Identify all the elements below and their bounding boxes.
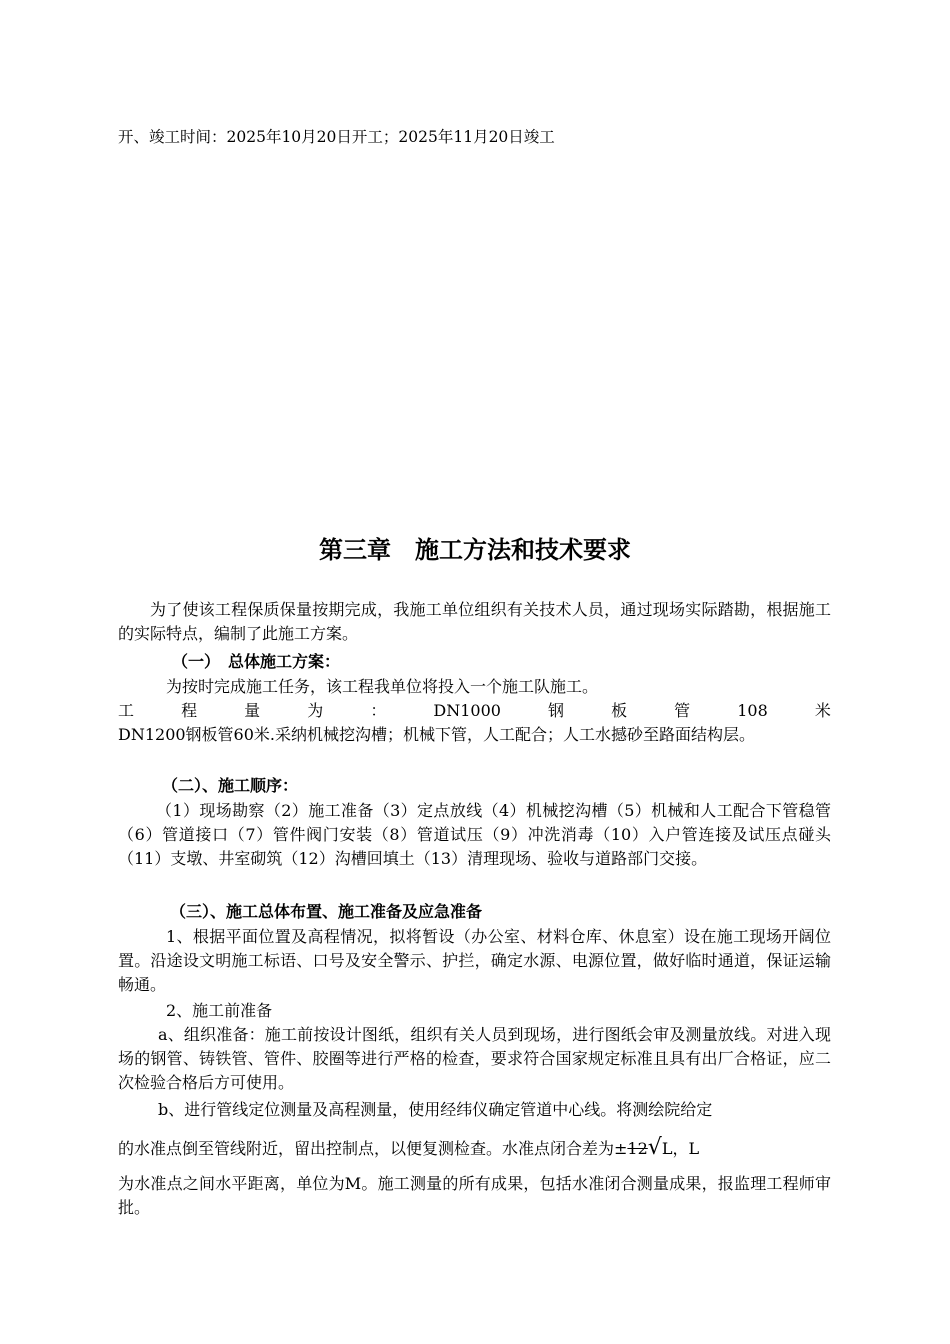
qty-part: 钢 (548, 701, 565, 720)
sqrt-symbol: √ (647, 1135, 662, 1160)
section1-text: 为按时完成施工任务，该工程我单位将投入一个施工队施工。 (166, 677, 599, 696)
qty-part: 程 (181, 701, 198, 720)
paragraph-b-line2 (118, 1136, 831, 1161)
paragraph-b-line1: b、进行管线定位测量及高程测量，使用经纬仪确定管道中心线。将测绘院给定 (158, 1100, 713, 1119)
tolerance-text: 的水准点倒至管线附近，留出控制点，以便复测检查。水准点闭合差为± (118, 1139, 628, 1158)
qty-part: 板 (611, 701, 628, 720)
section1-heading: （一） 总体施工方案： (172, 652, 341, 671)
qty-part: 米 (814, 701, 831, 720)
section2-text: （1）现场勘察（2）施工准备（3）定点放线（4）机械挖沟槽（5）机械和人工配合下管稳管（6）管道接口（7）管件阀门安装（8）管道试压（9）冲洗消毒（10）入户管连接及试压点碰头（11）支墩、井室砌筑（12）沟槽回填土（13）清理现场、验收与道路部门交接。 (118, 801, 831, 868)
qty-part: DN1000 (433, 701, 501, 720)
section3-heading: （三）、施工总体布置、施工准备及应急准备 (170, 902, 483, 921)
qty-part: 108 (737, 701, 768, 720)
tolerance-number: 12 (627, 1139, 648, 1158)
qty-part: 量 (244, 701, 261, 720)
paragraph-a: a、组织准备：施工前按设计图纸，组织有关人员到现场，进行图纸会审及测量放线。对进入现场的钢管、铸铁管、管件、胶圈等进行严格的检查，要求符合国家规定标准且具有出厂合格证，应二次检验合格后方可使用。 (118, 1025, 831, 1092)
schedule-line: 开、竣工时间：2025年10月20日开工；2025年11月20日竣工 (118, 128, 555, 146)
qty-part: 为 (307, 701, 324, 720)
quantity-line (118, 699, 831, 723)
intro-paragraph: 为了使该工程保质保量按期完成，我施工单位组织有关技术人员，通过现场实际踏勘，根据施工的实际特点，编制了此施工方案。 (118, 600, 831, 643)
section3-subheading: 2、施工前准备 (166, 1001, 273, 1020)
section3-paragraph1: 1、根据平面位置及高程情况，拟将暂设（办公室、材料仓库、休息室）设在施工现场开阔位置。沿途设文明施工标语、口号及安全警示、护拦，确定水源、电源位置，做好临时通道，保证运输畅通。 (118, 927, 831, 994)
chapter-title: 第三章 施工方法和技术要求 (319, 535, 631, 564)
paragraph-b-rest: 为水准点之间水平距离，单位为M。施工测量的所有成果，包括水准闭合测量成果，报监理工程师审批。 (118, 1174, 831, 1217)
tolerance-unit: L，L (661, 1139, 700, 1158)
qty-part: ： (370, 701, 387, 720)
qty-part: 管 (674, 701, 691, 720)
quantity-continuation: DN1200钢板管60米.采纳机械挖沟槽；机械下管，人工配合；人工水撼砂至路面结构层。 (118, 725, 755, 744)
section2-heading: （二）、施工顺序： (162, 776, 299, 795)
qty-part: 工 (118, 701, 135, 720)
